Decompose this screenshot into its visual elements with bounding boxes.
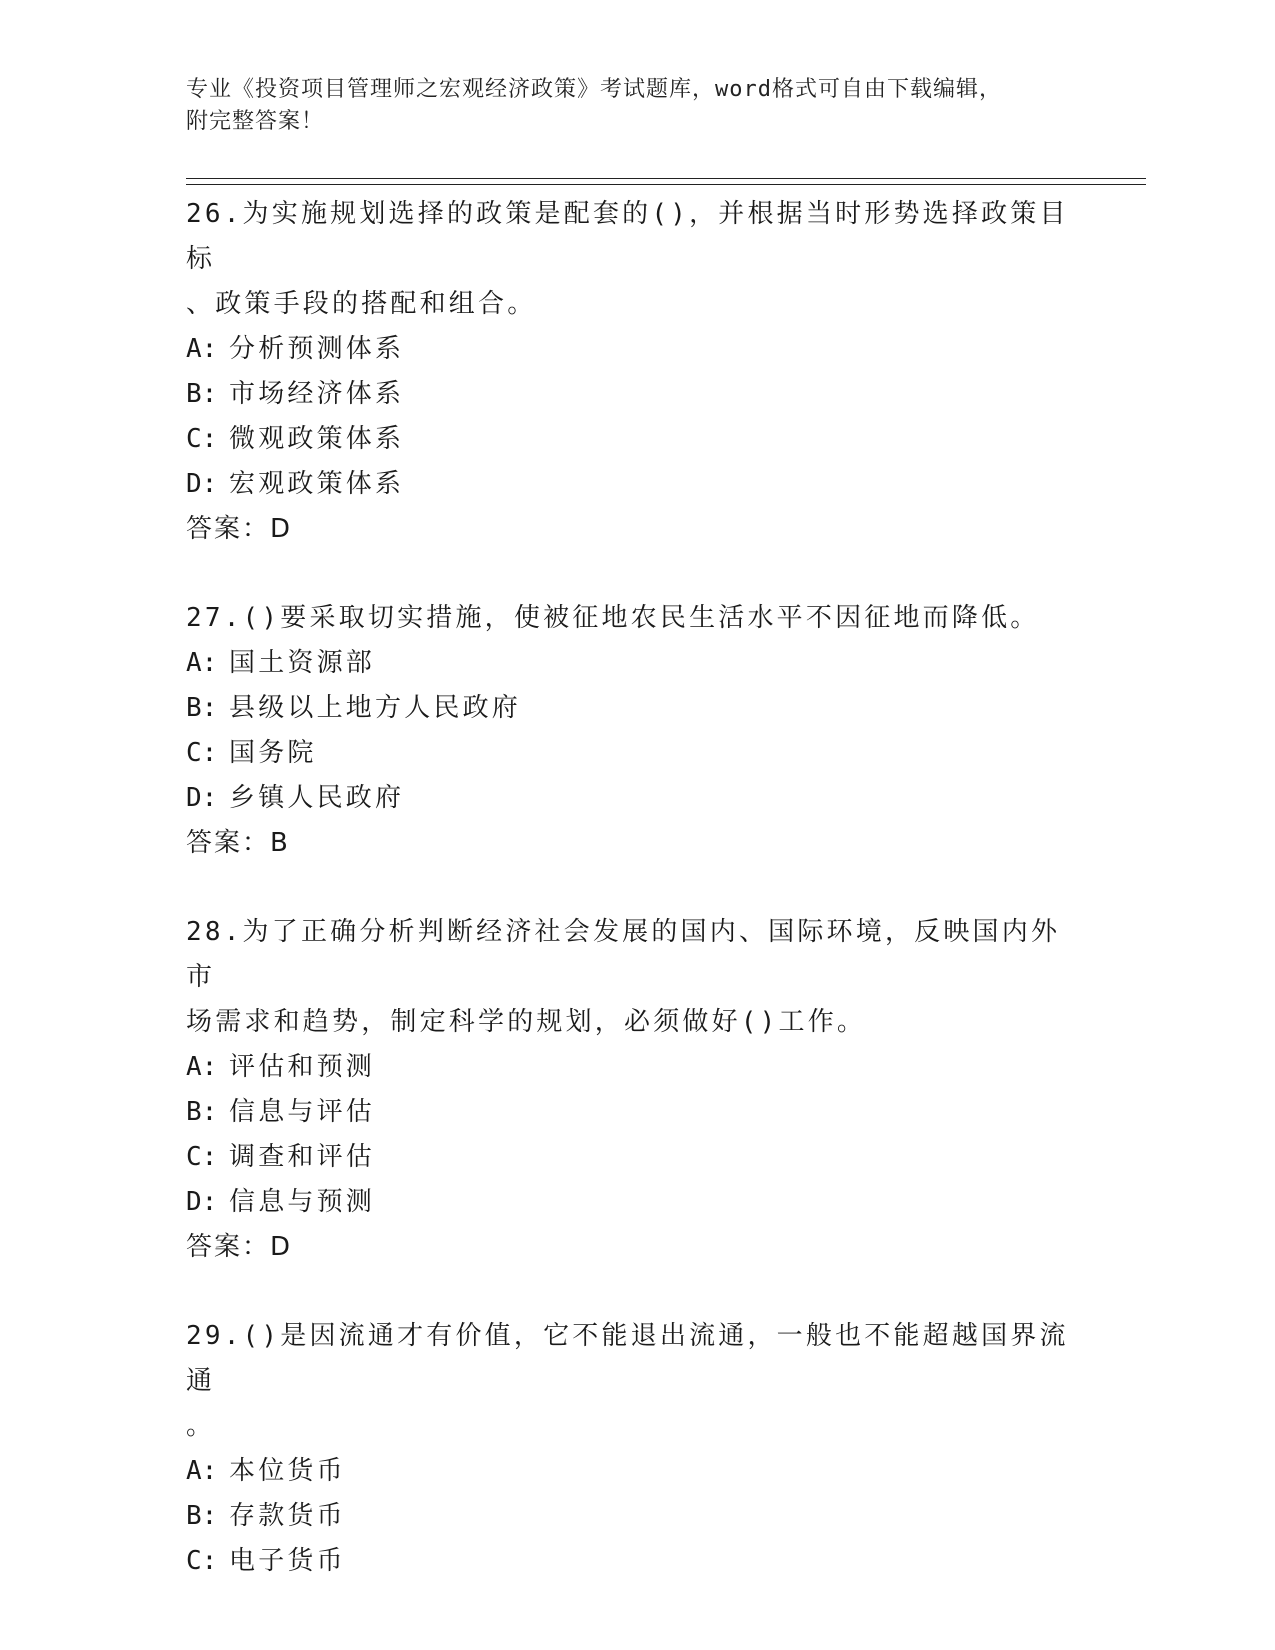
option-key: A: xyxy=(186,648,218,678)
question-stem: 26.为实施规划选择的政策是配套的()，并根据当时形势选择政策目标 xyxy=(186,199,1069,274)
option-text: 本位货币 xyxy=(229,1456,346,1486)
option-key: A: xyxy=(186,334,218,364)
answer-line: 答案：D xyxy=(186,1232,293,1262)
header-divider-top xyxy=(186,178,1146,179)
question-stem: 28.为了正确分析判断经济社会发展的国内、国际环境，反映国内外市 xyxy=(186,917,1061,992)
header-line-2: 附完整答案！ xyxy=(186,109,325,134)
option-d xyxy=(186,776,1086,821)
header-divider-bottom xyxy=(186,184,1146,185)
option-key: B: xyxy=(186,693,218,723)
option-d xyxy=(186,1180,1086,1225)
option-text: 国土资源部 xyxy=(229,648,376,678)
option-b xyxy=(186,1494,1086,1539)
option-key: D: xyxy=(186,1187,218,1217)
question-stem: 29.()是因流通才有价值，它不能退出流通，一般也不能超越国界流通 xyxy=(186,1321,1069,1396)
option-b xyxy=(186,372,1086,417)
option-c xyxy=(186,1135,1086,1180)
option-text: 县级以上地方人民政府 xyxy=(229,693,522,723)
question-stem-continued: 、政策手段的搭配和组合。 xyxy=(186,289,537,319)
option-a xyxy=(186,641,1086,686)
document-header xyxy=(186,74,1066,138)
option-b xyxy=(186,686,1086,731)
answer-line: 答案：B xyxy=(186,828,290,858)
question-28 xyxy=(186,910,1086,1270)
option-text: 电子货币 xyxy=(229,1546,346,1576)
option-a xyxy=(186,327,1086,372)
answer-line: 答案：D xyxy=(186,514,293,544)
option-b xyxy=(186,1090,1086,1135)
question-26 xyxy=(186,192,1086,552)
option-key: C: xyxy=(186,1142,218,1172)
option-text: 存款货币 xyxy=(229,1501,346,1531)
option-text: 宏观政策体系 xyxy=(229,469,405,499)
option-a xyxy=(186,1045,1086,1090)
question-list xyxy=(186,192,1086,1628)
question-stem-continued: 。 xyxy=(186,1411,216,1441)
option-key: A: xyxy=(186,1456,218,1486)
option-key: B: xyxy=(186,379,218,409)
option-key: A: xyxy=(186,1052,218,1082)
option-key: C: xyxy=(186,1546,218,1576)
option-text: 国务院 xyxy=(229,738,317,768)
option-d xyxy=(186,462,1086,507)
option-c xyxy=(186,417,1086,462)
option-text: 分析预测体系 xyxy=(229,334,405,364)
option-text: 乡镇人民政府 xyxy=(229,783,405,813)
option-key: D: xyxy=(186,783,218,813)
option-text: 信息与评估 xyxy=(229,1097,376,1127)
option-key: B: xyxy=(186,1097,218,1127)
question-stem-continued: 场需求和趋势，制定科学的规划，必须做好()工作。 xyxy=(186,1007,867,1037)
option-a xyxy=(186,1449,1086,1494)
option-key: B: xyxy=(186,1501,218,1531)
option-text: 评估和预测 xyxy=(229,1052,376,1082)
header-line-1: 专业《投资项目管理师之宏观经济政策》考试题库，word格式可自由下载编辑， xyxy=(186,77,1002,102)
option-key: D: xyxy=(186,469,218,499)
question-29 xyxy=(186,1314,1086,1584)
option-text: 微观政策体系 xyxy=(229,424,405,454)
option-text: 信息与预测 xyxy=(229,1187,376,1217)
option-c xyxy=(186,731,1086,776)
option-key: C: xyxy=(186,738,218,768)
option-text: 市场经济体系 xyxy=(229,379,405,409)
question-stem: 27.()要采取切实措施，使被征地农民生活水平不因征地而降低。 xyxy=(186,603,1040,633)
question-27 xyxy=(186,596,1086,866)
option-c xyxy=(186,1539,1086,1584)
option-key: C: xyxy=(186,424,218,454)
option-text: 调查和评估 xyxy=(229,1142,376,1172)
